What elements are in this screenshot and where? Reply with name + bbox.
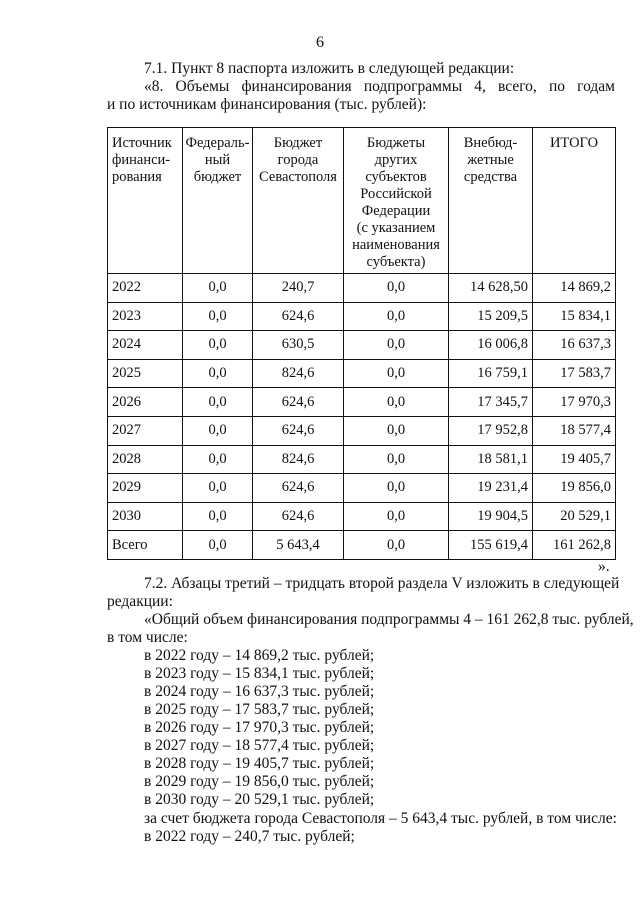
cell-total: 15 834,1 xyxy=(533,302,616,331)
cell-extrabudget: 15 209,5 xyxy=(449,302,533,331)
cell-total: 17 970,3 xyxy=(533,388,616,417)
cell-source: 2026 xyxy=(108,388,183,417)
year-list-item: в 2026 году – 17 970,3 тыс. рублей; xyxy=(144,719,375,736)
table-row xyxy=(108,474,616,503)
section72-line-3: «Общий объем финансирования подпрограммы 4 – 161 262,8 тыс. рублей, xyxy=(144,611,634,628)
cell-other-subjects: 0,0 xyxy=(344,388,449,417)
table-row xyxy=(108,388,616,417)
cell-total: 19 856,0 xyxy=(533,474,616,503)
cell-extrabudget: 16 006,8 xyxy=(449,331,533,360)
cell-source: 2028 xyxy=(108,445,183,474)
cell-other-subjects: 0,0 xyxy=(344,302,449,331)
year-list-item: в 2025 году – 17 583,7 тыс. рублей; xyxy=(144,701,375,718)
cell-sevastopol: 624,6 xyxy=(253,388,344,417)
cell-extrabudget: 155 619,4 xyxy=(449,531,533,560)
intro-line-3: и по источникам финансирования (тыс. рублей): xyxy=(107,96,427,113)
cell-other-subjects: 0,0 xyxy=(344,331,449,360)
cell-extrabudget: 18 581,1 xyxy=(449,445,533,474)
cell-federal: 0,0 xyxy=(183,445,253,474)
budget-line: за счет бюджета города Севастополя – 5 643,4 тыс. рублей, в том числе: xyxy=(144,810,617,827)
year-list-item: в 2022 году – 14 869,2 тыс. рублей; xyxy=(144,647,375,664)
table-row xyxy=(108,359,616,388)
header-total: ИТОГО xyxy=(533,128,616,274)
section72-line-1: 7.2. Абзацы третий – тридцать второй раздела V изложить в следующей xyxy=(144,575,620,592)
cell-other-subjects: 0,0 xyxy=(344,274,449,303)
cell-source: 2027 xyxy=(108,416,183,445)
cell-federal: 0,0 xyxy=(183,474,253,503)
cell-total: 20 529,1 xyxy=(533,502,616,531)
cell-extrabudget: 17 345,7 xyxy=(449,388,533,417)
header-sevastopol: Бюджет города Севастополя xyxy=(253,128,344,274)
cell-total: 17 583,7 xyxy=(533,359,616,388)
cell-sevastopol: 824,6 xyxy=(253,445,344,474)
year-list-item: в 2023 году – 15 834,1 тыс. рублей; xyxy=(144,665,375,682)
header-federal: Федераль- ный бюджет xyxy=(183,128,253,274)
cell-total: 16 637,3 xyxy=(533,331,616,360)
intro-line-2: «8. Объемы финансирования подпрограммы 4, всего, по годам xyxy=(144,78,615,95)
cell-sevastopol: 240,7 xyxy=(253,274,344,303)
financing-table xyxy=(107,127,616,560)
intro-line-1: 7.1. Пункт 8 паспорта изложить в следующей редакции: xyxy=(144,60,515,77)
table-row xyxy=(108,302,616,331)
cell-source: Всего xyxy=(108,531,183,560)
table-row xyxy=(108,331,616,360)
year-list-item: в 2030 году – 20 529,1 тыс. рублей; xyxy=(144,791,375,808)
cell-federal: 0,0 xyxy=(183,531,253,560)
table-row xyxy=(108,274,616,303)
cell-total: 161 262,8 xyxy=(533,531,616,560)
page-number: 6 xyxy=(316,34,324,51)
cell-sevastopol: 630,5 xyxy=(253,331,344,360)
table-row xyxy=(108,416,616,445)
table-row xyxy=(108,531,616,560)
cell-federal: 0,0 xyxy=(183,359,253,388)
table-row xyxy=(108,502,616,531)
table-row xyxy=(108,445,616,474)
cell-federal: 0,0 xyxy=(183,302,253,331)
cell-extrabudget: 19 231,4 xyxy=(449,474,533,503)
section72-line-2: редакции: xyxy=(107,593,173,610)
cell-other-subjects: 0,0 xyxy=(344,474,449,503)
header-extrabudget: Внебюд- жетные средства xyxy=(449,128,533,274)
year-list-item: в 2028 году – 19 405,7 тыс. рублей; xyxy=(144,755,375,772)
cell-federal: 0,0 xyxy=(183,274,253,303)
cell-extrabudget: 17 952,8 xyxy=(449,416,533,445)
cell-extrabudget: 19 904,5 xyxy=(449,502,533,531)
cell-source: 2025 xyxy=(108,359,183,388)
cell-other-subjects: 0,0 xyxy=(344,416,449,445)
cell-sevastopol: 624,6 xyxy=(253,474,344,503)
cell-federal: 0,0 xyxy=(183,416,253,445)
cell-total: 19 405,7 xyxy=(533,445,616,474)
cell-federal: 0,0 xyxy=(183,502,253,531)
cell-source: 2022 xyxy=(108,274,183,303)
cell-total: 14 869,2 xyxy=(533,274,616,303)
cell-source: 2030 xyxy=(108,502,183,531)
cell-other-subjects: 0,0 xyxy=(344,359,449,388)
cell-extrabudget: 16 759,1 xyxy=(449,359,533,388)
table-header-row xyxy=(108,128,616,274)
cell-sevastopol: 624,6 xyxy=(253,302,344,331)
cell-source: 2024 xyxy=(108,331,183,360)
section72-line-4: в том числе: xyxy=(107,629,188,646)
cell-source: 2029 xyxy=(108,474,183,503)
cell-sevastopol: 5 643,4 xyxy=(253,531,344,560)
header-other-subjects: Бюджеты других субъектов Российской Федерации (с указанием наименования субъекта) xyxy=(344,128,449,274)
cell-other-subjects: 0,0 xyxy=(344,445,449,474)
cell-other-subjects: 0,0 xyxy=(344,502,449,531)
cell-sevastopol: 624,6 xyxy=(253,416,344,445)
cell-federal: 0,0 xyxy=(183,388,253,417)
quote-end: ». xyxy=(598,558,610,575)
cell-sevastopol: 624,6 xyxy=(253,502,344,531)
cell-source: 2023 xyxy=(108,302,183,331)
year-list-item: в 2027 году – 18 577,4 тыс. рублей; xyxy=(144,737,375,754)
year-list-item: в 2024 году – 16 637,3 тыс. рублей; xyxy=(144,683,375,700)
cell-total: 18 577,4 xyxy=(533,416,616,445)
year-list-item: в 2029 году – 19 856,0 тыс. рублей; xyxy=(144,773,375,790)
cell-other-subjects: 0,0 xyxy=(344,531,449,560)
cell-federal: 0,0 xyxy=(183,331,253,360)
cell-extrabudget: 14 628,50 xyxy=(449,274,533,303)
cell-sevastopol: 824,6 xyxy=(253,359,344,388)
budget-2022-line: в 2022 году – 240,7 тыс. рублей; xyxy=(144,828,355,845)
header-source: Источник финанси- рования xyxy=(108,128,183,274)
